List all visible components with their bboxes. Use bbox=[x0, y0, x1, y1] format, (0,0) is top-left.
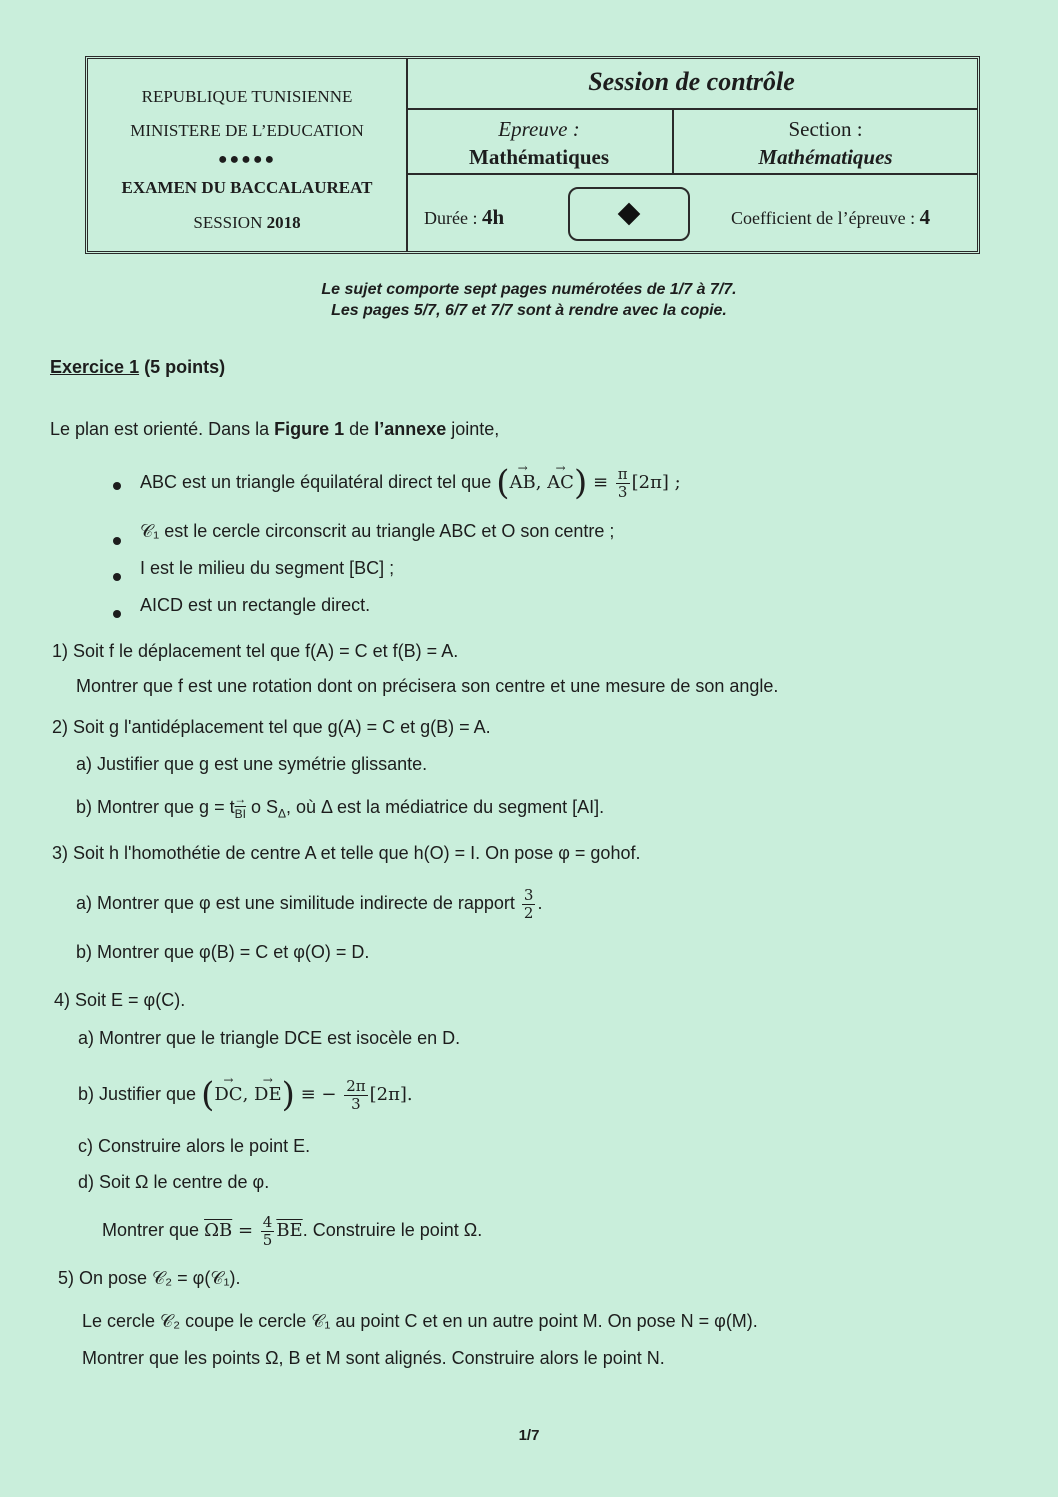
ratio-fraction: $\frac{3}{2}$ bbox=[523, 885, 534, 922]
decorative-dots: ●●●●● bbox=[217, 151, 277, 168]
section-value: Mathématiques bbox=[758, 145, 893, 169]
bullet-3 bbox=[113, 573, 121, 581]
ministry-label: MINISTERE DE L’EDUCATION bbox=[130, 121, 364, 140]
figure-ref: Figure 1 bbox=[274, 419, 345, 439]
bullet-2-text: 𝒞₁ est le cercle circonscrit au triangle ABC et O son centre ; bbox=[140, 521, 615, 541]
bullet-1-label: ABC est un triangle équilatéral direct tel que bbox=[140, 472, 492, 492]
intro-text-a: Le plan est orienté. Dans la bbox=[50, 419, 275, 439]
exam-info-block bbox=[406, 59, 977, 251]
q2b-delta: Δ bbox=[277, 806, 286, 821]
q2b-text-b: o S bbox=[245, 797, 278, 817]
diamond-icon bbox=[618, 203, 641, 226]
question-4: 4) Soit E = φ(C). bbox=[54, 990, 186, 1010]
intro-text-e: jointe, bbox=[446, 419, 500, 439]
exam-label: EXAMEN DU BACCALAUREAT bbox=[121, 178, 373, 197]
annexe-ref: l’annexe bbox=[374, 419, 447, 439]
question-2b bbox=[76, 797, 604, 821]
q4d2-text-a: Montrer que bbox=[102, 1220, 200, 1240]
question-3: 3) Soit h l'homothétie de centre A et telle que h(O) = I. On pose φ = gohof. bbox=[52, 843, 641, 863]
question-4d: d) Soit Ω le centre de φ. bbox=[78, 1172, 270, 1192]
session-year: 2018 bbox=[266, 213, 301, 232]
question-4c: c) Construire alors le point E. bbox=[78, 1136, 311, 1156]
question-5: 5) On pose 𝒞₂ = φ(𝒞₁). bbox=[58, 1268, 241, 1288]
bullet-1 bbox=[113, 482, 121, 490]
epreuve-label: Epreuve : bbox=[498, 117, 580, 141]
coefficient-line bbox=[731, 205, 930, 230]
question-3b: b) Montrer que φ(B) = C et φ(O) = D. bbox=[76, 942, 370, 962]
q2b-vector-bi: → $_{\overline{BI}}$ bbox=[235, 807, 246, 821]
q4d2-text-b: . Construire le point Ω. bbox=[302, 1220, 483, 1240]
question-3a: a) Montrer que φ est une similitude indirecte de rapport $\frac{3}{2}$ . bbox=[76, 885, 543, 922]
bullet-4-text: AICD est un rectangle direct. bbox=[140, 595, 371, 615]
exercise-points: (5 points) bbox=[139, 357, 226, 377]
republic-label: REPUBLIQUE TUNISIENNE bbox=[141, 87, 353, 106]
question-5b: Montrer que les points Ω, B et M sont alignés. Construire alors le point N. bbox=[82, 1348, 665, 1368]
page-number: 1/7 bbox=[518, 1427, 540, 1444]
coefficient-value: 4 bbox=[919, 205, 931, 229]
diamond-frame bbox=[568, 187, 690, 241]
question-1-text: Montrer que f est une rotation dont on précisera son centre et une mesure de son angle. bbox=[76, 676, 779, 696]
exercise-title: Exercice 1 bbox=[50, 357, 140, 377]
epreuve-value: Mathématiques bbox=[469, 145, 609, 169]
exercise-intro bbox=[50, 419, 499, 440]
coefficient-label: Coefficient de l’épreuve : bbox=[731, 208, 920, 228]
bullet-2 bbox=[113, 537, 121, 545]
intro-text-c: de bbox=[344, 419, 375, 439]
angle-formula-2: (→ DC, → DE) ≡ − $\frac{2\pi}{3}$ [2π]. bbox=[201, 1084, 413, 1105]
session-label: SESSION bbox=[193, 213, 267, 232]
institution-block bbox=[88, 59, 408, 251]
question-2: 2) Soit g l'antidéplacement tel que g(A) = C et g(B) = A. bbox=[52, 717, 491, 737]
intro-line-2: Les pages 5/7, 6/7 et 7/7 sont à rendre avec la copie. bbox=[331, 302, 727, 319]
bullet-1-text bbox=[140, 460, 681, 505]
intro-line-1: Le sujet comporte sept pages numérotées de 1/7 à 7/7. bbox=[321, 281, 737, 298]
exercise-title-line bbox=[50, 357, 225, 378]
q3a-text: a) Montrer que φ est une similitude indirecte de rapport bbox=[76, 893, 515, 913]
bullet-4 bbox=[113, 610, 121, 618]
question-4b bbox=[78, 1070, 413, 1119]
question-2a: a) Justifier que g est une symétrie glissante. bbox=[76, 754, 428, 774]
question-1: 1) Soit f le déplacement tel que f(A) = C et f(B) = A. bbox=[52, 641, 459, 661]
session-type: Session de contrôle bbox=[588, 67, 795, 96]
exam-header bbox=[85, 56, 980, 254]
q2b-text-a: b) Montrer que g = t bbox=[76, 797, 235, 817]
q4b-text: b) Justifier que bbox=[78, 1084, 197, 1104]
question-5a: Le cercle 𝒞₂ coupe le cercle 𝒞₁ au point C et en un autre point M. On pose N = φ(M). bbox=[82, 1311, 758, 1331]
q2b-text-c: , où Δ est la médiatrice du segment [AI]. bbox=[285, 797, 605, 817]
bullet-3-text: I est le milieu du segment [BC] ; bbox=[140, 558, 395, 578]
angle-formula: (→ AB, → AC) ≡ $\frac{\pi}{3}$ [2π] ; bbox=[496, 472, 681, 493]
question-4d-2 bbox=[102, 1207, 482, 1254]
duree-value: 4h bbox=[481, 205, 505, 229]
vector-equation: $\overline{\Omega B}$ = $\frac{4}{5}$ $\overline{BE}$ bbox=[204, 1212, 303, 1249]
duree-label: Durée : bbox=[424, 208, 482, 228]
session-line bbox=[88, 213, 406, 233]
section-label: Section : bbox=[788, 117, 863, 141]
question-4a: a) Montrer que le triangle DCE est isocèle en D. bbox=[78, 1028, 461, 1048]
duree-line bbox=[424, 205, 504, 230]
